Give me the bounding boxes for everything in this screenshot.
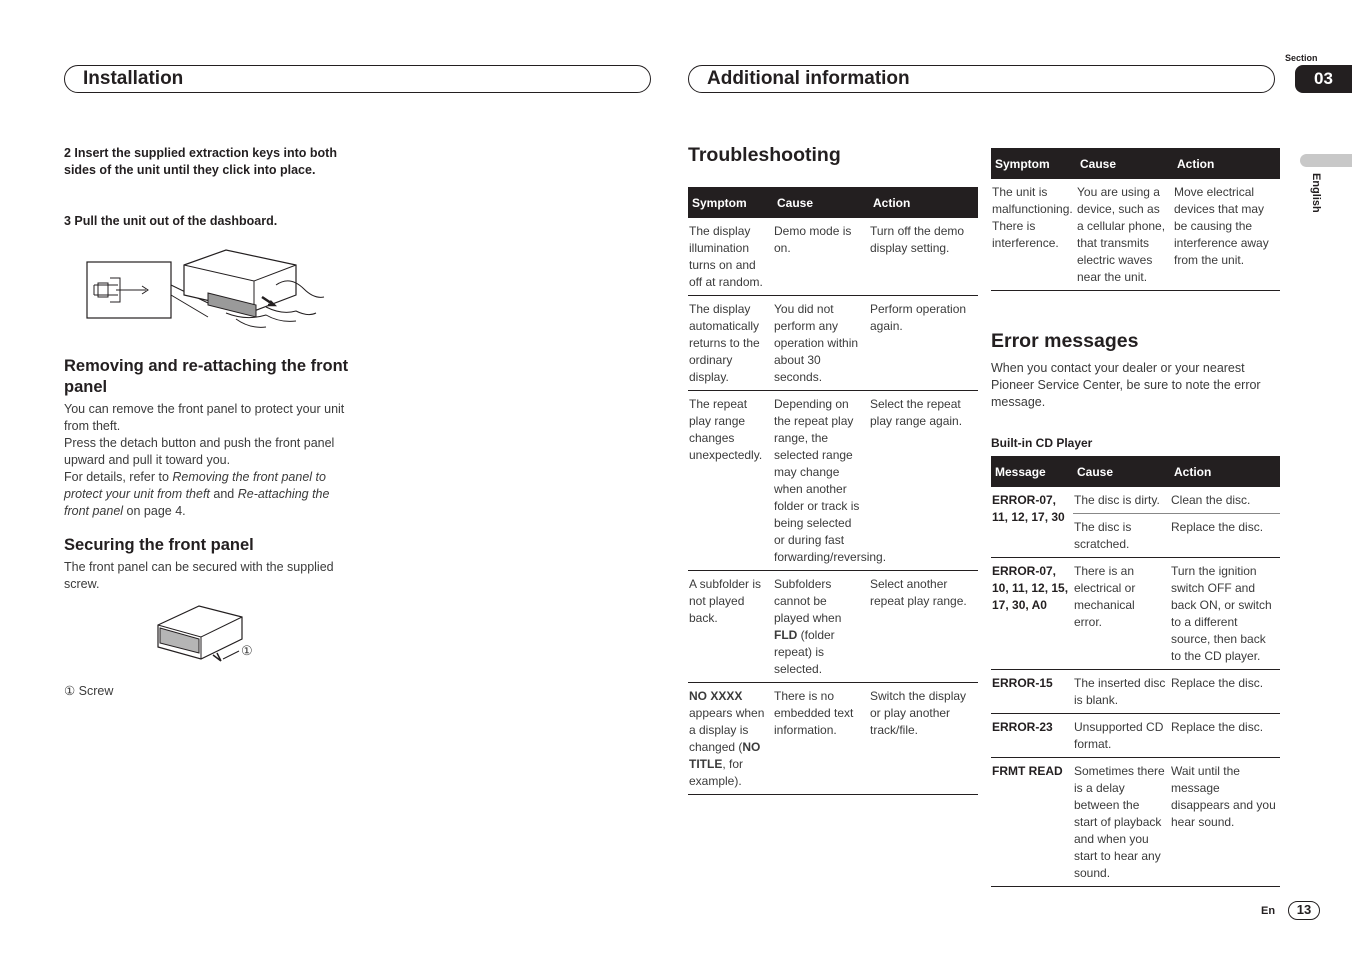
table-header-row bbox=[991, 456, 1280, 487]
footer-language: En bbox=[1261, 905, 1276, 917]
cause-cell: Unsupported CD format. bbox=[1073, 714, 1170, 758]
table-row bbox=[688, 218, 978, 296]
message-cell: ERROR-07, 11, 12, 17, 30 bbox=[991, 487, 1073, 558]
cause-cell: The disc is dirty. bbox=[1073, 487, 1170, 514]
troubleshooting-heading: Troubleshooting bbox=[688, 144, 841, 166]
text: For details, refer to bbox=[64, 470, 173, 484]
column-header: Action bbox=[869, 187, 978, 218]
column-header: Symptom bbox=[991, 148, 1076, 179]
action-cell: Turn the ignition switch OFF and back ON, or switch to a different source, then back to the CD player. bbox=[1170, 558, 1280, 670]
column-header: Cause bbox=[1073, 456, 1170, 487]
error-messages-intro: When you contact your dealer or your nearest Pioneer Service Center, be sure to note the error message. bbox=[991, 361, 1261, 409]
symptom-cell: The display illumination turns on and off at random. bbox=[688, 218, 773, 296]
column-header: Action bbox=[1170, 456, 1280, 487]
cause-cell: You are using a device, such as a cellular phone, that transmits electric waves near the unit. bbox=[1076, 179, 1173, 291]
troubleshooting-table bbox=[688, 187, 978, 795]
column-header: Message bbox=[991, 456, 1073, 487]
text: (folder repeat) is selected. bbox=[774, 628, 835, 676]
cause-cell: The disc is scratched. bbox=[1073, 514, 1170, 558]
action-cell: Clean the disc. bbox=[1170, 487, 1280, 514]
table-row bbox=[688, 296, 978, 391]
header-title: Installation bbox=[83, 68, 184, 89]
action-cell: Replace the disc. bbox=[1170, 514, 1280, 558]
step-2: 2 Insert the supplied extraction keys into both sides of the unit until they click into place. bbox=[64, 146, 337, 177]
extraction-illustration bbox=[86, 245, 331, 335]
symptom-cell: The unit is malfunctioning. There is interference. bbox=[991, 179, 1076, 291]
cause-cell: You did not perform any operation within about 30 seconds. bbox=[773, 296, 869, 391]
cross-reference: Removing the front panel to protect your unit from theft bbox=[64, 470, 326, 501]
language-label: English bbox=[1310, 173, 1322, 213]
table-row bbox=[688, 391, 978, 571]
cd-player-subheading: Built-in CD Player bbox=[991, 436, 1093, 450]
error-messages-heading: Error messages bbox=[991, 330, 1139, 352]
text: appears when a display is changed ( bbox=[689, 706, 765, 754]
paragraph bbox=[64, 469, 349, 520]
action-cell: Replace the disc. bbox=[1170, 670, 1280, 714]
cause-cell: There is an electrical or mechanical error. bbox=[1073, 558, 1170, 670]
header-title: Additional information bbox=[707, 68, 910, 89]
error-messages-table bbox=[991, 456, 1280, 887]
cause-cell bbox=[773, 571, 869, 683]
troubleshooting-table-continued bbox=[991, 148, 1280, 291]
paragraph: You can remove the front panel to protect your unit from theft. bbox=[64, 402, 345, 433]
message-cell: ERROR-07, 10, 11, 12, 15, 17, 30, A0 bbox=[991, 558, 1073, 670]
fld-label: FLD bbox=[774, 628, 798, 642]
display-message: NO XXXX bbox=[689, 689, 743, 703]
section-header-additional-information bbox=[688, 65, 1275, 93]
securing-front-panel-text: The front panel can be secured with the supplied screw. bbox=[64, 560, 334, 591]
table-row bbox=[688, 571, 978, 683]
cause-cell: The inserted disc is blank. bbox=[1073, 670, 1170, 714]
display-message: NO TITLE bbox=[689, 740, 761, 771]
symptom-cell bbox=[688, 683, 773, 795]
action-cell: Select another repeat play range. bbox=[869, 571, 978, 683]
table-row bbox=[991, 714, 1280, 758]
action-cell: Wait until the message disappears and you hear sound. bbox=[1170, 758, 1280, 887]
cause-cell: Demo mode is on. bbox=[773, 218, 869, 296]
symptom-cell: The display automatically returns to the ordinary display. bbox=[688, 296, 773, 391]
text: Subfolders cannot be played when bbox=[774, 577, 842, 625]
symptom-cell: A subfolder is not played back. bbox=[688, 571, 773, 683]
table-row bbox=[991, 558, 1280, 670]
action-cell: Move electrical devices that may be causing the interference away from the unit. bbox=[1173, 179, 1280, 291]
table-header-row bbox=[688, 187, 978, 218]
section-header-installation bbox=[64, 65, 651, 93]
removing-front-panel-text bbox=[64, 401, 349, 520]
callout-number: ① bbox=[241, 643, 253, 658]
table-row bbox=[991, 179, 1280, 291]
screw-label: ① Screw bbox=[64, 684, 114, 698]
securing-front-panel-heading: Securing the front panel bbox=[64, 536, 254, 554]
table-row bbox=[688, 683, 978, 795]
cause-cell: Sometimes there is a delay between the start of playback and when you start to hear any sound. bbox=[1073, 758, 1170, 887]
text: and bbox=[209, 487, 238, 501]
table-row bbox=[991, 758, 1280, 887]
step-3: 3 Pull the unit out of the dashboard. bbox=[64, 214, 278, 228]
action-cell: Switch the display or play another track/file. bbox=[869, 683, 978, 795]
action-cell: Select the repeat play range again. bbox=[869, 391, 978, 571]
table-row bbox=[991, 487, 1280, 514]
table-row bbox=[991, 670, 1280, 714]
paragraph: Press the detach button and push the front panel upward and pull it toward you. bbox=[64, 436, 335, 467]
column-header: Cause bbox=[1076, 148, 1173, 179]
column-header: Symptom bbox=[688, 187, 773, 218]
message-cell: ERROR-15 bbox=[991, 670, 1073, 714]
action-cell: Perform operation again. bbox=[869, 296, 978, 391]
column-header: Cause bbox=[773, 187, 869, 218]
section-number: 03 bbox=[1295, 65, 1352, 93]
cause-cell: There is no embedded text information. bbox=[773, 683, 869, 795]
message-cell: ERROR-23 bbox=[991, 714, 1073, 758]
message-cell: FRMT READ bbox=[991, 758, 1073, 887]
text: on page 4. bbox=[123, 504, 186, 518]
symptom-cell: The repeat play range changes unexpectedly. bbox=[688, 391, 773, 571]
cross-reference: Re-attaching the front panel bbox=[64, 487, 330, 518]
page-number: 13 bbox=[1288, 901, 1320, 920]
table-header-row bbox=[991, 148, 1280, 179]
text: , for example). bbox=[689, 757, 743, 788]
column-header: Action bbox=[1173, 148, 1280, 179]
action-cell: Turn off the demo display setting. bbox=[869, 218, 978, 296]
action-cell: Replace the disc. bbox=[1170, 714, 1280, 758]
cause-cell: Depending on the repeat play range, the selected range may change when another folder or track is being selected or during fast forwarding/reversing. bbox=[773, 391, 869, 571]
screw-illustration bbox=[155, 603, 255, 667]
removing-front-panel-heading: Removing and re-attaching the front panel bbox=[64, 357, 349, 396]
language-tab bbox=[1300, 154, 1352, 167]
section-label: Section bbox=[1285, 53, 1318, 63]
